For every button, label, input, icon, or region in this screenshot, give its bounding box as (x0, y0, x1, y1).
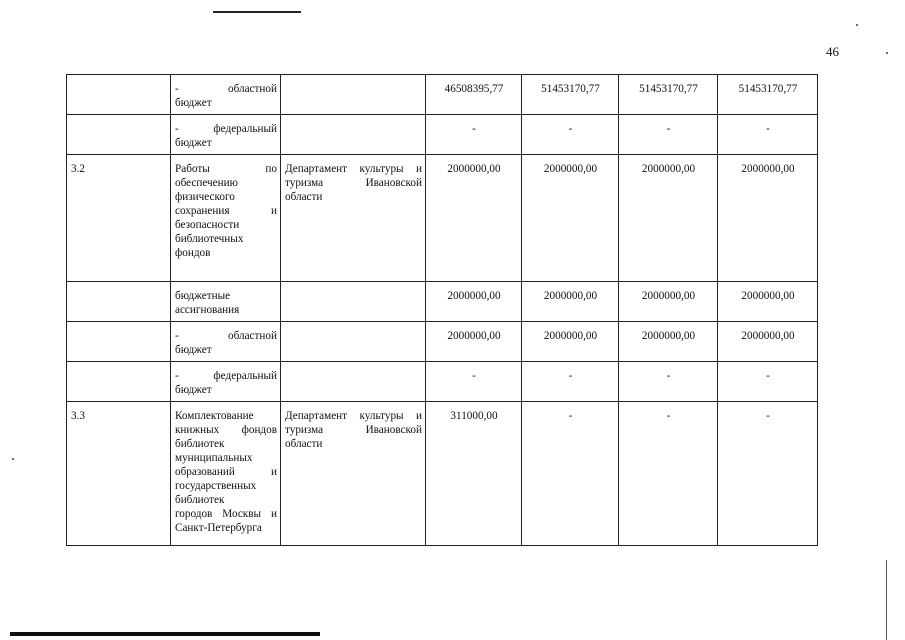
executor-cell: Департамент культуры и туризма Ивановской области (281, 155, 426, 282)
item-name-cell: - федеральный бюджет (171, 362, 281, 402)
value-cell: 311000,00 (426, 402, 522, 546)
value-cell: - (718, 115, 818, 155)
row-number-cell (67, 75, 171, 115)
value-cell: - (718, 402, 818, 546)
executor-cell (281, 282, 426, 322)
value-cell: - (619, 402, 718, 546)
value-cell: 2000000,00 (522, 322, 619, 362)
table-row (67, 282, 818, 322)
value-cell: 2000000,00 (522, 155, 619, 282)
value-cell: - (426, 115, 522, 155)
item-name-cell: Работы по обеспечению физического сохранения и безопасности библиотечных фондов (171, 155, 281, 282)
top-rule (213, 11, 301, 13)
table-row (67, 75, 818, 115)
value-cell: 2000000,00 (522, 282, 619, 322)
item-name-cell: Комплектование книжных фондов библиотек муниципальных образований и государственных библиотек городов Москвы и Санкт-Петербурга (171, 402, 281, 546)
value-cell: 51453170,77 (619, 75, 718, 115)
item-name-cell: - областной бюджет (171, 322, 281, 362)
value-cell: - (522, 402, 619, 546)
item-name-cell: - федеральный бюджет (171, 115, 281, 155)
executor-cell (281, 362, 426, 402)
table-row (67, 362, 818, 402)
row-number-cell: 3.3 (67, 402, 171, 546)
value-cell: - (522, 362, 619, 402)
scan-edge-line (886, 560, 887, 640)
table-row (67, 402, 818, 546)
row-number-cell (67, 322, 171, 362)
row-number-cell: 3.2 (67, 155, 171, 282)
executor-cell: Департамент культуры и туризма Ивановской области (281, 402, 426, 546)
value-cell: - (619, 362, 718, 402)
value-cell: 2000000,00 (426, 155, 522, 282)
value-cell: 46508395,77 (426, 75, 522, 115)
row-number-cell (67, 115, 171, 155)
executor-cell (281, 115, 426, 155)
table-row (67, 155, 818, 282)
executor-cell (281, 75, 426, 115)
bottom-rule (10, 632, 320, 636)
table-row (67, 115, 818, 155)
scan-speck (886, 52, 888, 54)
value-cell: - (718, 362, 818, 402)
value-cell: - (619, 115, 718, 155)
page-number: 46 (826, 44, 839, 59)
item-name-cell: бюджетные ассигнования (171, 282, 281, 322)
value-cell: 2000000,00 (619, 155, 718, 282)
value-cell: 2000000,00 (718, 322, 818, 362)
row-number-cell (67, 282, 171, 322)
value-cell: 51453170,77 (522, 75, 619, 115)
value-cell: 2000000,00 (426, 322, 522, 362)
value-cell: 2000000,00 (426, 282, 522, 322)
value-cell: - (522, 115, 619, 155)
value-cell: 2000000,00 (718, 155, 818, 282)
table-row (67, 322, 818, 362)
value-cell: - (426, 362, 522, 402)
budget-table (66, 74, 818, 546)
row-number-cell (67, 362, 171, 402)
value-cell: 2000000,00 (718, 282, 818, 322)
value-cell: 2000000,00 (619, 322, 718, 362)
executor-cell (281, 322, 426, 362)
scan-speck (12, 458, 14, 460)
scan-speck (856, 24, 858, 26)
value-cell: 2000000,00 (619, 282, 718, 322)
value-cell: 51453170,77 (718, 75, 818, 115)
item-name-cell: - областной бюджет (171, 75, 281, 115)
